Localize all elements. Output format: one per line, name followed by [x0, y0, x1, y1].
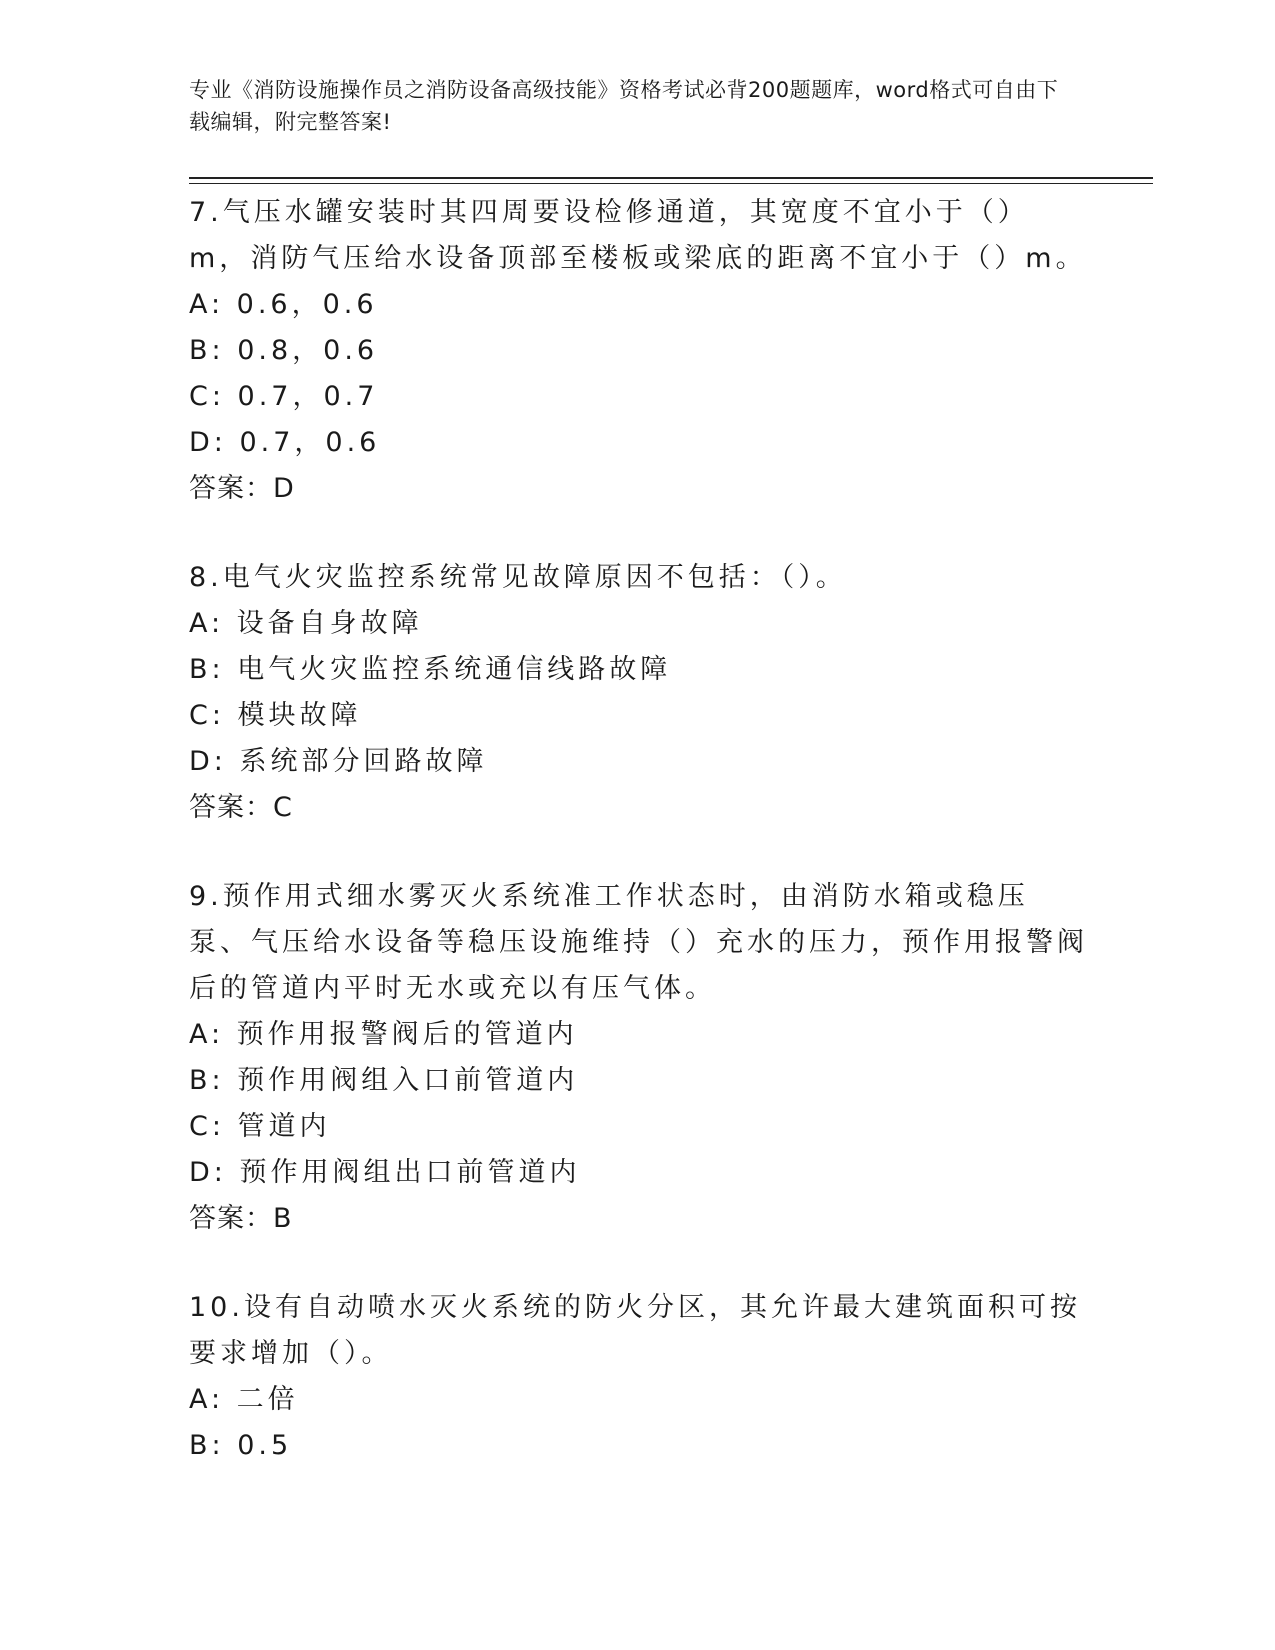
option-c: C: 模块故障 — [189, 700, 362, 731]
option-c: C: 管道内 — [189, 1111, 331, 1142]
question-9 — [189, 874, 1089, 1242]
answer-line: 答案：D — [189, 473, 295, 504]
option-d: D: 系统部分回路故障 — [189, 746, 488, 777]
option-b: B: 0.8，0.6 — [189, 335, 379, 366]
question-stem: 9.预作用式细水雾灭火系统准工作状态时，由消防水箱或稳压泵、气压给水设备等稳压设施维持（）充水的压力，预作用报警阀后的管道内平时无水或充以有压气体。 — [189, 881, 1088, 1004]
header-divider-thick — [189, 177, 1153, 179]
option-a: A: 二倍 — [189, 1384, 299, 1415]
option-d: D: 0.7，0.6 — [189, 427, 381, 458]
question-7 — [189, 190, 1089, 512]
option-a: A: 设备自身故障 — [189, 608, 423, 639]
question-8 — [189, 555, 1089, 831]
option-b: B: 电气火灾监控系统通信线路故障 — [189, 654, 672, 685]
option-b: B: 预作用阀组入口前管道内 — [189, 1065, 579, 1096]
document-header: 专业《消防设施操作员之消防设备高级技能》资格考试必背200题题库，word格式可自由下载编辑，附完整答案! — [189, 78, 1059, 134]
question-stem: 8.电气火灾监控系统常见故障原因不包括：（）。 — [189, 562, 847, 593]
question-stem: 10.设有自动喷水灭火系统的防火分区，其允许最大建筑面积可按要求增加（）。 — [189, 1292, 1081, 1369]
question-list — [189, 190, 1089, 1512]
option-d: D: 预作用阀组出口前管道内 — [189, 1157, 581, 1188]
question-10 — [189, 1285, 1089, 1469]
header-divider-thin — [189, 183, 1153, 184]
question-stem: 7.气压水罐安装时其四周要设检修通道，其宽度不宜小于（）m，消防气压给水设备顶部至楼板或梁底的距离不宜小于（）m。 — [189, 197, 1087, 274]
answer-line: 答案：B — [189, 1203, 293, 1234]
option-a: A: 0.6，0.6 — [189, 289, 378, 320]
option-a: A: 预作用报警阀后的管道内 — [189, 1019, 578, 1050]
option-b: B: 0.5 — [189, 1430, 293, 1461]
option-c: C: 0.7，0.7 — [189, 381, 379, 412]
answer-line: 答案：C — [189, 792, 293, 823]
